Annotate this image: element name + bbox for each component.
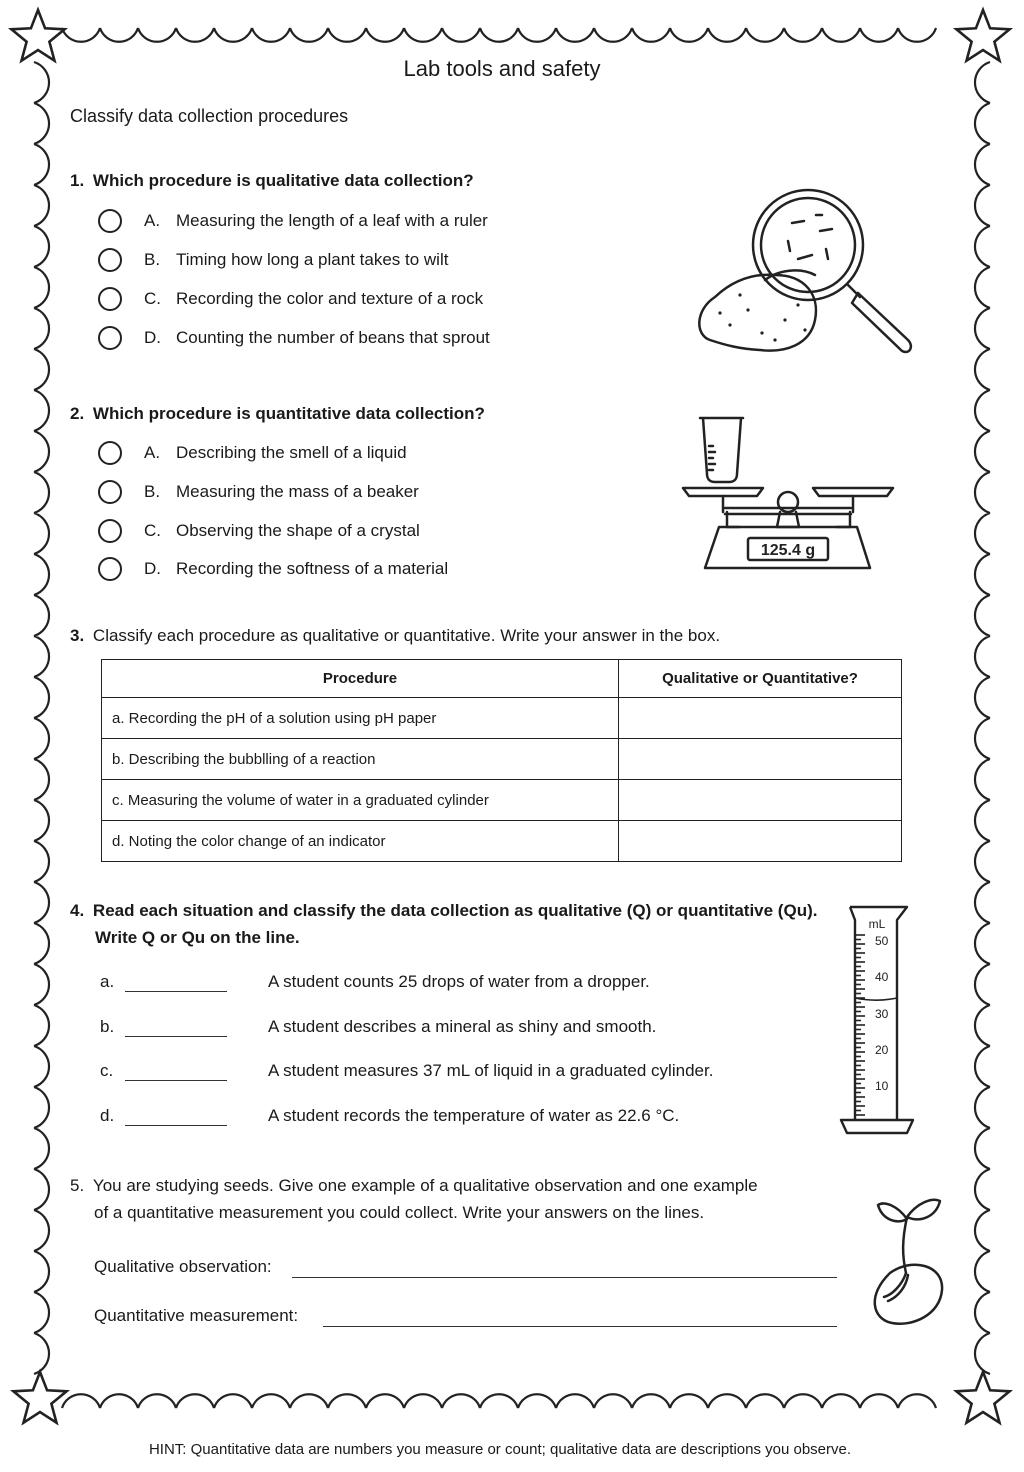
table-row [102, 739, 902, 780]
question-4 [70, 901, 817, 921]
question-text-line2: Write Q or Qu on the line. [95, 928, 300, 947]
q2-option-b[interactable] [98, 477, 419, 507]
option-letter: A. [144, 443, 161, 462]
answer-blank-c[interactable] [125, 1079, 227, 1081]
star-icon [13, 1372, 66, 1423]
procedure-cell: a. Recording the pH of a solution using pH paper [102, 698, 619, 739]
answer-cell[interactable] [619, 698, 902, 739]
option-text: Recording the softness of a material [176, 559, 449, 578]
answer-cell[interactable] [619, 821, 902, 862]
cylinder-tick-label: 40 [875, 970, 889, 984]
scale-reading: 125.4 g [760, 542, 816, 559]
answer-blank-a[interactable] [125, 990, 227, 992]
cylinder-tick-label: 20 [875, 1043, 889, 1057]
hint-text: HINT: Quantitative data are numbers you measure or count; qualitative data are descriptions you observe. [148, 1441, 852, 1458]
q1-option-b[interactable] [98, 245, 448, 275]
balance-scale-icon [675, 412, 905, 577]
table-row [102, 698, 902, 739]
option-text: Measuring the length of a leaf with a ruler [176, 211, 488, 230]
situation-text: A student counts 25 drops of water from a dropper. [268, 972, 650, 991]
situation-label: a. [100, 972, 115, 991]
procedure-cell: c. Measuring the volume of water in a graduated cylinder [102, 780, 619, 821]
question-5 [70, 1176, 758, 1196]
radio-bubble[interactable] [98, 326, 122, 350]
radio-bubble[interactable] [98, 519, 122, 543]
option-text: Describing the smell of a liquid [176, 443, 407, 462]
option-text: Recording the color and texture of a rock [176, 289, 484, 308]
radio-bubble[interactable] [98, 441, 122, 465]
question-number: 3. [70, 626, 85, 645]
table-row [102, 821, 902, 862]
q2-option-d[interactable] [98, 554, 448, 584]
radio-bubble[interactable] [98, 557, 122, 581]
radio-bubble[interactable] [98, 248, 122, 272]
radio-bubble[interactable] [98, 287, 122, 311]
option-letter: D. [144, 328, 161, 347]
question-2 [70, 404, 485, 424]
option-text: Timing how long a plant takes to wilt [176, 250, 449, 269]
quantitative-answer-line[interactable] [323, 1325, 837, 1327]
option-text: Observing the shape of a crystal [176, 521, 420, 540]
question-number: 2. [70, 404, 85, 423]
question-number: 4. [70, 901, 85, 920]
option-letter: B. [144, 250, 161, 269]
question-number: 5. [70, 1176, 85, 1195]
situation-label: b. [100, 1017, 115, 1036]
cylinder-tick-label: 50 [875, 934, 889, 948]
star-icon [956, 10, 1009, 61]
q1-option-a[interactable] [98, 206, 488, 236]
q1-option-c[interactable] [98, 284, 483, 314]
q1-option-d[interactable] [98, 323, 490, 353]
star-icon [956, 1372, 1009, 1423]
answer-blank-b[interactable] [125, 1035, 227, 1037]
star-icon [11, 10, 64, 61]
answer-cell[interactable] [619, 780, 902, 821]
option-text: Counting the number of beans that sprout [176, 328, 490, 347]
qualitative-answer-line[interactable] [292, 1276, 837, 1278]
question-3 [70, 626, 720, 646]
option-letter: B. [144, 482, 161, 501]
radio-bubble[interactable] [98, 209, 122, 233]
situation-text: A student measures 37 mL of liquid in a graduated cylinder. [268, 1061, 714, 1080]
section-subtitle: Classify data collection procedures [70, 106, 349, 126]
answer-cell[interactable] [619, 739, 902, 780]
question-number: 1. [70, 171, 85, 190]
question-1 [70, 171, 474, 191]
sprouting-seed-icon [862, 1195, 952, 1335]
classification-table [101, 659, 902, 862]
situation-label: d. [100, 1106, 115, 1125]
table-row [102, 780, 902, 821]
q2-option-c[interactable] [98, 516, 420, 546]
option-letter: C. [144, 521, 161, 540]
q2-option-a[interactable] [98, 438, 407, 468]
question-text: Which procedure is qualitative data collection? [92, 171, 474, 190]
question-text-line1: You are studying seeds. Give one example of a qualitative observation and one example [92, 1176, 758, 1195]
option-letter: A. [144, 211, 161, 230]
question-text: Which procedure is quantitative data collection? [92, 404, 485, 423]
situation-text: A student describes a mineral as shiny and smooth. [268, 1017, 657, 1036]
column-header-classification: Qualitative or Quantitative? [619, 660, 902, 698]
option-letter: C. [144, 289, 161, 308]
page-title: Lab tools and safety [403, 56, 601, 81]
radio-bubble[interactable] [98, 480, 122, 504]
column-header-procedure: Procedure [102, 660, 619, 698]
quantitative-label: Quantitative measurement: [94, 1306, 299, 1325]
graduated-cylinder-icon [835, 900, 920, 1140]
qualitative-label: Qualitative observation: [94, 1257, 272, 1276]
option-text: Measuring the mass of a beaker [176, 482, 419, 501]
question-text-line1: Read each situation and classify the data collection as qualitative (Q) or quantitative (Qu). [92, 901, 818, 920]
question-text: Classify each procedure as qualitative or quantitative. Write your answer in the box. [92, 626, 721, 645]
cylinder-tick-label: 30 [875, 1007, 889, 1021]
table-header-row [102, 660, 902, 698]
procedure-cell: d. Noting the color change of an indicator [102, 821, 619, 862]
cylinder-unit-label: mL [868, 917, 886, 931]
situation-label: c. [100, 1061, 114, 1080]
answer-blank-d[interactable] [125, 1124, 227, 1126]
situation-text: A student records the temperature of water as 22.6 °C. [268, 1106, 680, 1125]
option-letter: D. [144, 559, 161, 578]
cylinder-tick-label: 10 [875, 1079, 889, 1093]
magnifying-glass-rock-icon [690, 175, 930, 365]
procedure-cell: b. Describing the bubblling of a reaction [102, 739, 619, 780]
question-text-line2: of a quantitative measurement you could collect. Write your answers on the lines. [94, 1203, 705, 1222]
